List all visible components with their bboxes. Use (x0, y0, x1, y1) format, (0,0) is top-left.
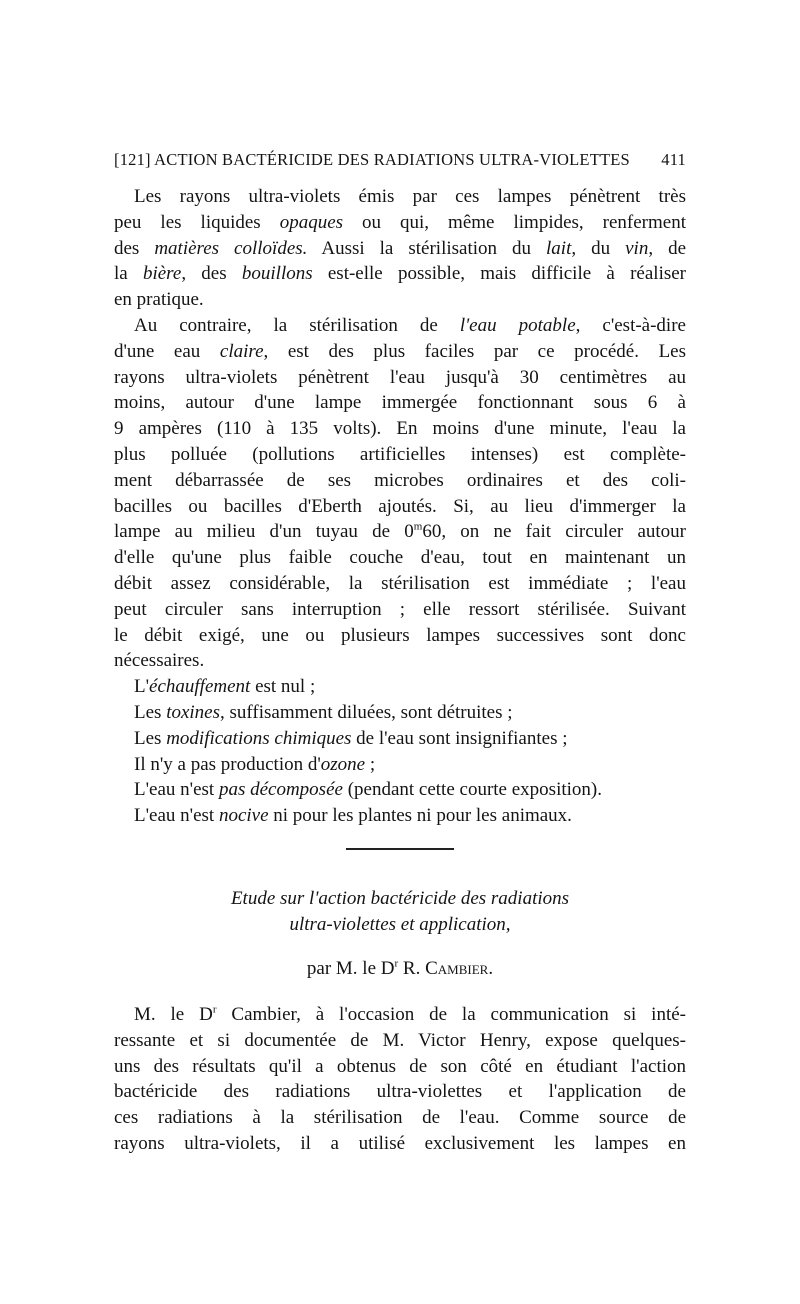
section-title-line-2: ultra-violettes et application, (289, 914, 511, 935)
italic-run: échauffement (149, 676, 251, 698)
italic-run: bière (142, 263, 182, 285)
list-item (114, 777, 686, 803)
text-line (114, 1002, 686, 1028)
text-run: L'eau n'est (134, 805, 219, 827)
text-line: d'elle qu'une plus faible couche d'eau, tout en maintenant un (114, 547, 686, 569)
text-run: L'eau n'est (134, 779, 219, 801)
text-line (114, 210, 686, 236)
list-item (114, 674, 686, 700)
paragraph-1 (114, 184, 686, 313)
text-run: Cambier, à l'occasion de la communication si inté- (216, 1004, 686, 1025)
italic-run: l'eau potable (459, 314, 576, 336)
author-byline (114, 956, 686, 982)
list-item (114, 726, 686, 752)
text-run: , est des plus faciles par ce procédé. Les (263, 340, 686, 362)
italic-run: toxines (166, 701, 221, 723)
running-head-title: ACTION BACTÉRICIDE DES RADIATIONS ULTRA-VIOLETTES (154, 150, 630, 169)
section-divider (346, 848, 454, 850)
text-line: plus polluée (pollutions artificielles intenses) est complète- (114, 443, 686, 465)
text-run: 60, on ne fait circuler autour (422, 521, 686, 543)
text-run: , de (648, 237, 687, 259)
italic-run: opaques (279, 211, 344, 233)
italic-run: lait (546, 237, 572, 259)
text-line: moins, autour d'une lampe immergée fonctionnant sous 6 à (114, 392, 686, 414)
section-number: [121] (114, 150, 151, 169)
text-run: L' (134, 676, 150, 698)
text-run: M. le D (134, 1004, 213, 1025)
body-text-top (114, 184, 686, 829)
text-line: rayons ultra-violets pénètrent l'eau jusqu'à 30 centimètres au (114, 366, 686, 388)
running-head (114, 150, 686, 170)
text-run: est nul ; (250, 676, 316, 698)
paragraph-2 (114, 313, 686, 674)
text-line: peut circuler sans interruption ; elle ressort stérilisée. Suivant (114, 598, 686, 620)
text-run: Il n'y a pas production d' (134, 753, 321, 775)
text-run: ni pour les plantes ni pour les animaux. (268, 805, 572, 827)
body-text-bottom (114, 1002, 686, 1157)
italic-run: ozone (320, 753, 366, 775)
list-item (114, 803, 686, 829)
text-line: débit assez considérable, la stérilisation est immédiate ; l'eau (114, 572, 686, 594)
text-run: , suffisamment diluées, sont détruites ; (220, 701, 513, 723)
text-line (114, 339, 686, 365)
text-run: de l'eau sont insignifiantes ; (351, 727, 568, 749)
text-line (114, 236, 686, 262)
text-run: est-elle possible, mais difficile à réaliser (312, 263, 687, 285)
text-run: Au contraire, la stérilisation de (134, 314, 460, 336)
author-name: Cambier. (425, 958, 494, 979)
paragraph-3 (114, 1002, 686, 1157)
italic-run: modifications chimiques (166, 727, 352, 749)
list-item (114, 752, 686, 778)
text-run: en pratique. (114, 289, 204, 311)
page-number: 411 (661, 150, 686, 169)
italic-run: matières colloïdes. (154, 237, 308, 259)
text-line: 9 ampères (110 à 135 volts). En moins d'une minute, l'eau la (114, 418, 686, 440)
text-line: ressante et si documentée de M. Victor Henry, expose quelques- (114, 1029, 686, 1051)
text-run: peu les liquides (114, 211, 280, 233)
superscript: r (212, 1003, 217, 1016)
text-run: , des (181, 263, 242, 285)
text-run: lampe au milieu d'un tuyau de 0 (114, 521, 414, 543)
text-line: bacilles ou bacilles d'Eberth ajoutés. Si, au lieu d'immerger la (114, 495, 686, 517)
text-run: , du (571, 237, 626, 259)
text-line (114, 519, 686, 545)
text-line: nécessaires. (114, 650, 205, 672)
text-line: ment débarrassée de ses microbes ordinaires et des coli- (114, 469, 686, 491)
text-run: d'une eau (114, 340, 220, 362)
text-run: la (114, 263, 143, 285)
italic-run: bouillons (241, 263, 313, 285)
text-line (114, 261, 686, 287)
text-run: Aussi la stérilisation du (307, 237, 547, 259)
list-item (114, 700, 686, 726)
section-title (114, 886, 686, 938)
byline-text: R. (398, 958, 426, 979)
text-line (114, 313, 686, 339)
superscript: m (413, 521, 423, 534)
text-line: uns des résultats qu'il a obtenus de son côté en étudiant l'action (114, 1055, 686, 1077)
text-run: (pendant cette courte exposition). (342, 779, 602, 801)
text-run: des (114, 237, 155, 259)
section-title-line-1: Etude sur l'action bactéricide des radiations (230, 888, 570, 909)
text-run: , c'est-à-dire (575, 314, 686, 336)
text-run: Les (134, 701, 167, 723)
text-run: ; (365, 753, 376, 775)
text-line (114, 287, 686, 313)
text-line: le débit exigé, une ou plusieurs lampes successives sont donc (114, 624, 686, 646)
text-line (114, 184, 686, 210)
italic-run: vin (625, 237, 649, 259)
superscript: r (394, 957, 399, 970)
text-line: bactéricide des radiations ultra-violettes et l'application de (114, 1081, 686, 1103)
italic-run: claire (219, 340, 264, 362)
text-run: Les (134, 727, 167, 749)
running-head-left (114, 150, 630, 170)
text-line: rayons ultra-violets, il a utilisé exclusivement les lampes en (114, 1132, 686, 1154)
text-line: ces radiations à la stérilisation de l'eau. Comme source de (114, 1107, 686, 1129)
byline-text: par M. le D (306, 958, 395, 979)
text-run: ou qui, même limpides, renferment (343, 211, 687, 233)
italic-run: nocive (218, 805, 269, 827)
text-run: Les rayons ultra-violets émis par ces lampes pénètrent très (134, 186, 686, 207)
conclusion-list (114, 674, 686, 829)
italic-run: pas décomposée (218, 779, 343, 801)
